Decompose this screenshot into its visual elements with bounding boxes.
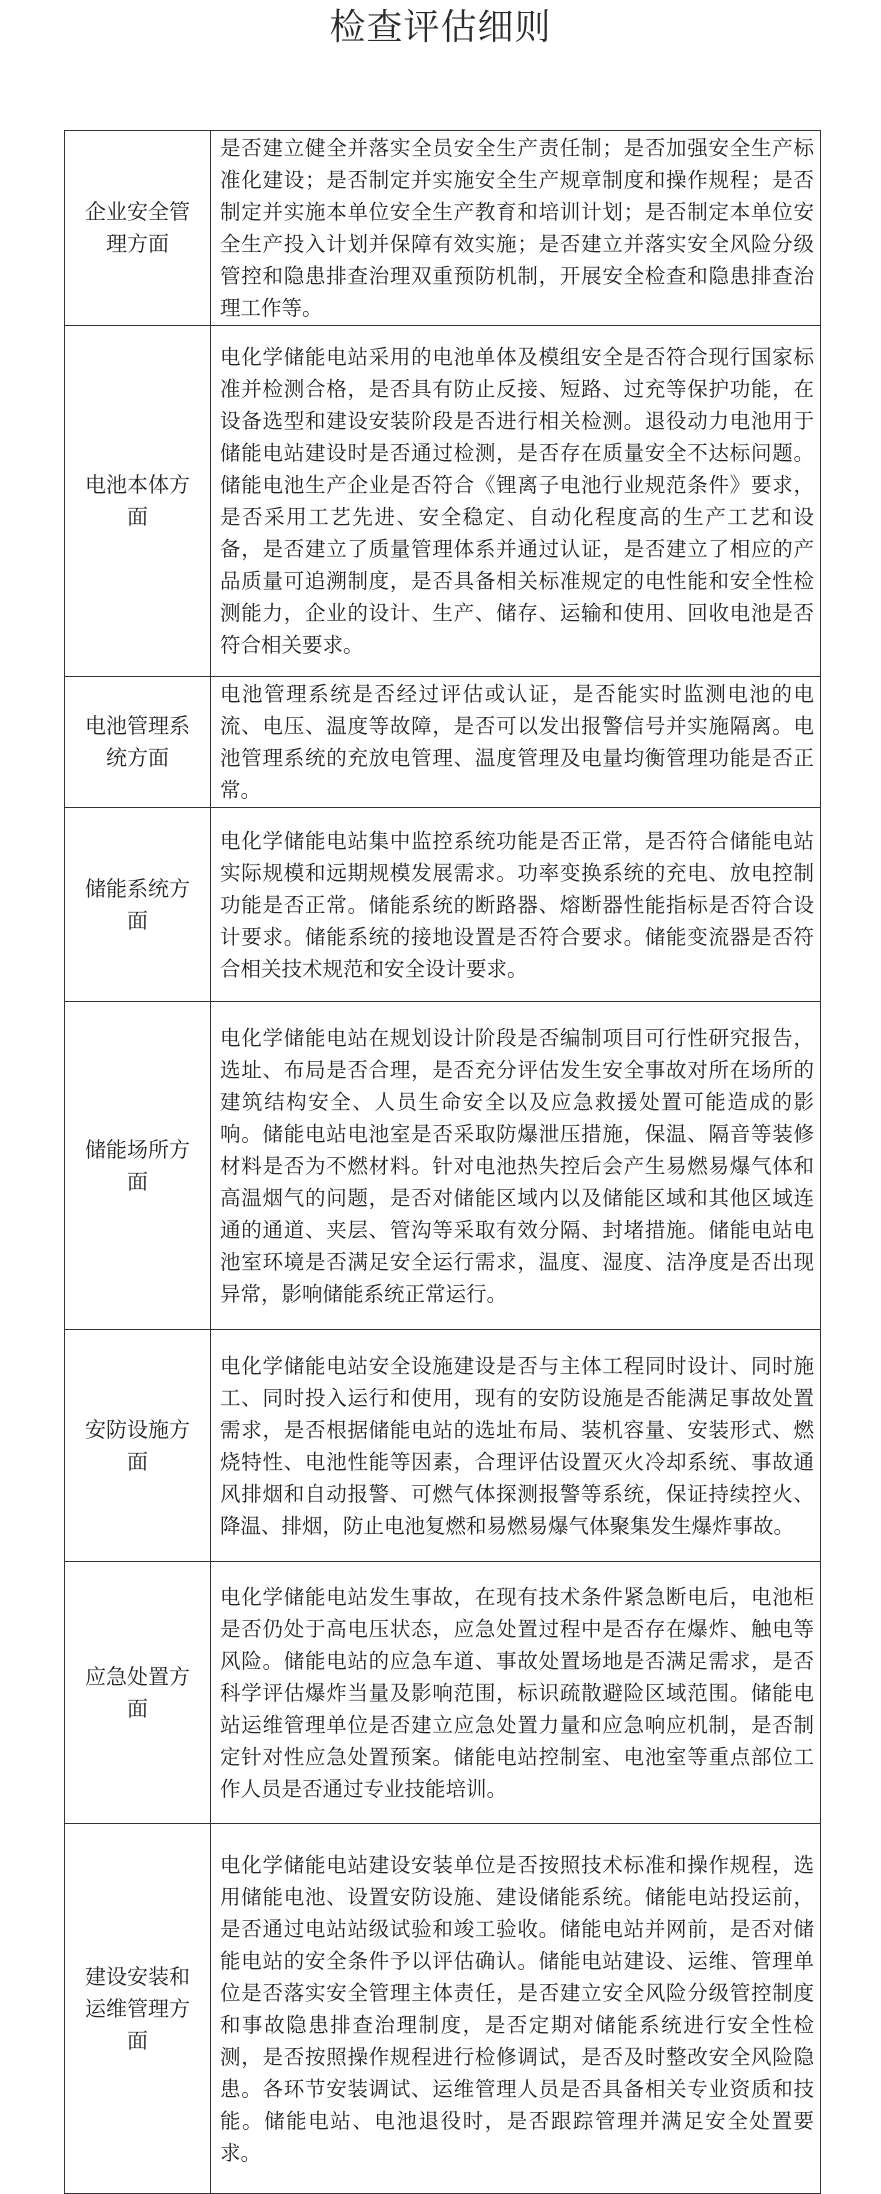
row-content: 电化学储能电站安全设施建设是否与主体工程同时设计、同时施工、同时投入运行和使用，现有的安防设施是否能满足事故处置需求，是否根据储能电站的选址布局、装机容量、安装形式、燃烧特性、电池性能等因素，合理评估设置灭火冷却系统、事故通风排烟和自动报警、可燃气体探测报警等系统，保证持续控火、降温、排烟，防止电池复燃和易燃易爆气体聚集发生爆炸事故。	[211, 1330, 821, 1562]
row-content: 电化学储能电站在规划设计阶段是否编制项目可行性研究报告，选址、布局是否合理，是否充分评估发生安全事故对所在场所的建筑结构安全、人员生命安全以及应急救援处置可能造成的影响。储能电站电池室是否采取防爆泄压措施，保温、隔音等装修材料是否为不燃材料。针对电池热失控后会产生易燃易爆气体和高温烟气的问题，是否对储能区域内以及储能区域和其他区域连通的通道、夹层、管沟等采取有效分隔、封堵措施。储能电站电池室环境是否满足安全运行需求，温度、湿度、洁净度是否出现异常，影响储能系统正常运行。	[211, 1002, 821, 1330]
inspection-table	[64, 130, 821, 2194]
row-content: 电化学储能电站采用的电池单体及模组安全是否符合现行国家标准并检测合格，是否具有防止反接、短路、过充等保护功能，在设备选型和建设安装阶段是否进行相关检测。退役动力电池用于储能电站建设时是否通过检测，是否存在质量安全不达标问题。储能电池生产企业是否符合《锂离子电池行业规范条件》要求，是否采用工艺先进、安全稳定、自动化程度高的生产工艺和设备，是否建立了质量管理体系并通过认证，是否建立了相应的产品质量可追溯制度，是否具备相关标准规定的电性能和安全性检测能力，企业的设计、生产、储存、运输和使用、回收电池是否符合相关要求。	[211, 326, 821, 677]
row-content: 电化学储能电站集中监控系统功能是否正常，是否符合储能电站实际规模和远期规模发展需求。功率变换系统的充电、放电控制功能是否正常。储能系统的断路器、熔断器性能指标是否符合设计要求。储能系统的接地设置是否符合要求。储能变流器是否符合相关技术规范和安全设计要求。	[211, 808, 821, 1002]
row-content: 电化学储能电站发生事故，在现有技术条件紧急断电后，电池柜是否仍处于高电压状态，应急处置过程中是否存在爆炸、触电等风险。储能电站的应急车道、事故处置场地是否满足需求，是否科学评估爆炸当量及影响范围，标识疏散避险区域范围。储能电站运维管理单位是否建立应急处置力量和应急响应机制，是否制定针对性应急处置预案。储能电站控制室、电池室等重点部位工作人员是否通过专业技能培训。	[211, 1562, 821, 1824]
row-content: 电化学储能电站建设安装单位是否按照技术标准和操作规程，选用储能电池、设置安防设施、建设储能系统。储能电站投运前，是否通过电站站级试验和竣工验收。储能电站并网前，是否对储能电站的安全条件予以评估确认。储能电站建设、运维、管理单位是否落实安全管理主体责任，是否建立安全风险分级管控制度和事故隐患排查治理制度，是否定期对储能系统进行安全性检测，是否按照操作规程进行检修调试，是否及时整改安全风险隐患。各环节安装调试、运维管理人员是否具备相关专业资质和技能。储能电站、电池退役时，是否跟踪管理并满足安全处置要求。	[211, 1824, 821, 2194]
table-row	[65, 1562, 821, 1824]
table-row	[65, 131, 821, 326]
table-row	[65, 1330, 821, 1562]
table-row	[65, 326, 821, 677]
page-title: 检查评估细则	[329, 7, 552, 48]
row-content: 是否建立健全并落实全员安全生产责任制；是否加强安全生产标准化建设；是否制定并实施安全生产规章制度和操作规程；是否制定并实施本单位安全生产教育和培训计划；是否制定本单位安全生产投入计划并保障有效实施；是否建立并落实安全风险分级管控和隐患排查治理双重预防机制，开展安全检查和隐患排查治理工作等。	[211, 131, 821, 326]
table-row	[65, 1824, 821, 2194]
row-content: 电池管理系统是否经过评估或认证，是否能实时监测电池的电流、电压、温度等故障，是否可以发出报警信号并实施隔离。电池管理系统的充放电管理、温度管理及电量均衡管理功能是否正常。	[211, 677, 821, 808]
table-row	[65, 677, 821, 808]
row-category: 应急处置方面	[65, 1562, 211, 1824]
row-category: 储能场所方面	[65, 1002, 211, 1330]
table-row	[65, 1002, 821, 1330]
row-category: 电池本体方面	[65, 326, 211, 677]
row-category: 企业安全管理方面	[65, 131, 211, 326]
row-category: 电池管理系统方面	[65, 677, 211, 808]
table-row	[65, 808, 821, 1002]
row-category: 建设安装和运维管理方面	[65, 1824, 211, 2194]
row-category: 安防设施方面	[65, 1330, 211, 1562]
row-category: 储能系统方面	[65, 808, 211, 1002]
